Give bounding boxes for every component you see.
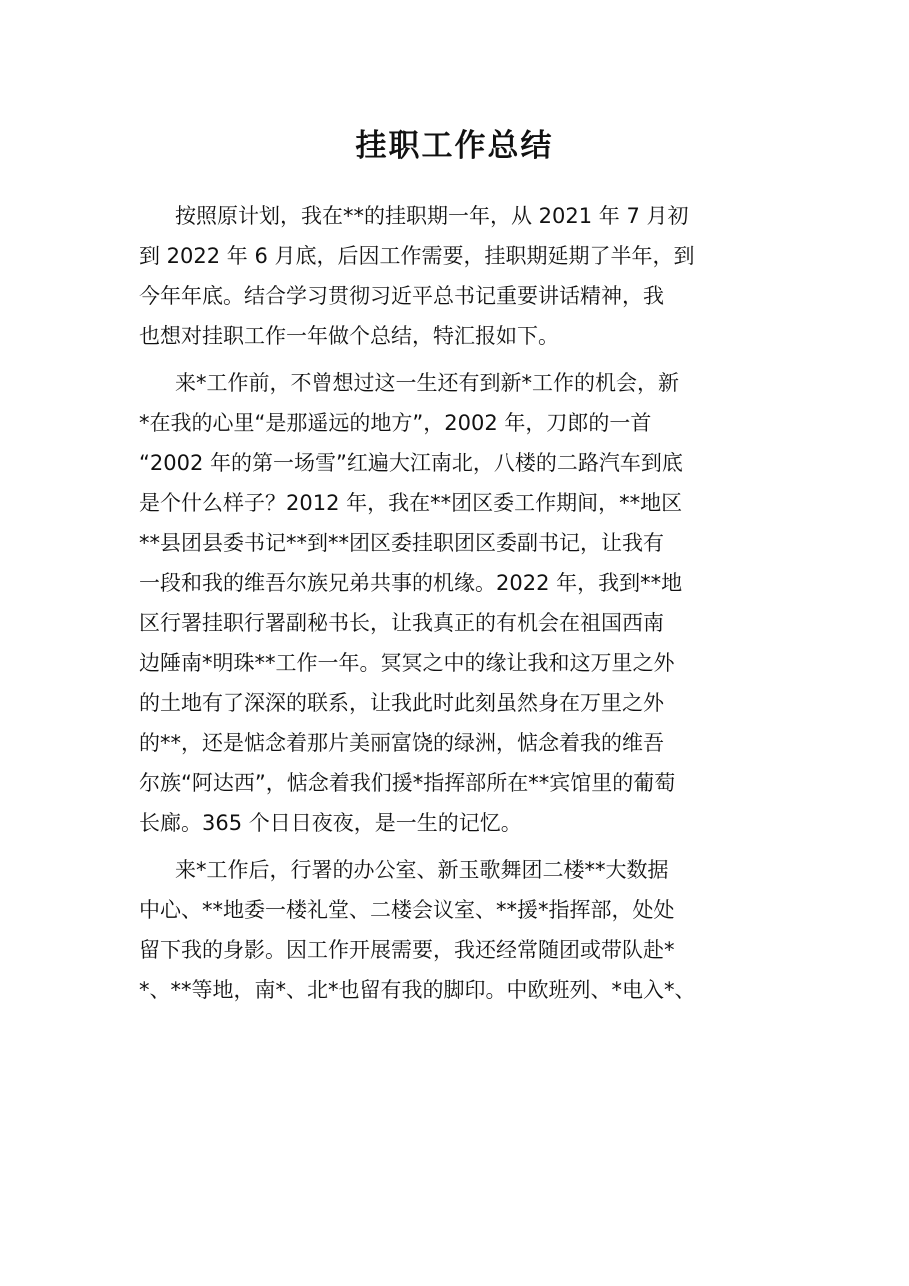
paragraph-line: 也想对挂职工作一年做个总结，特汇报如下。 bbox=[139, 324, 559, 348]
paragraph-line: 按照原计划，我在**的挂职期一年，从 2021 年 7 月初 bbox=[175, 204, 689, 228]
paragraph-line: 区行署挂职行署副秘书长，让我真正的有机会在祖国西南 bbox=[139, 611, 664, 635]
paragraph-line: 一段和我的维吾尔族兄弟共事的机缘。2022 年，我到**地 bbox=[139, 571, 683, 595]
paragraph-line: 今年年底。结合学习贯彻习近平总书记重要讲话精神，我 bbox=[139, 284, 664, 308]
paragraph-line: “2002 年的第一场雪”红遍大江南北，八楼的二路汽车到底 bbox=[139, 451, 683, 475]
document-title: 挂职工作总结 bbox=[355, 128, 554, 164]
paragraph-line: 中心、**地委一楼礼堂、二楼会议室、**援*指挥部，处处 bbox=[139, 898, 675, 922]
paragraph-line: 来*工作后，行署的办公室、新玉歌舞团二楼**大数据 bbox=[175, 858, 669, 882]
paragraph-line: *在我的心里“是那遥远的地方”，2002 年，刀郎的一首 bbox=[139, 411, 652, 435]
paragraph-line: **县团县委书记**到**团区委挂职团区委副书记，让我有 bbox=[139, 531, 664, 555]
paragraph-line: 到 2022 年 6 月底，后因工作需要，挂职期延期了半年，到 bbox=[139, 244, 695, 268]
paragraph-line: *、**等地，南*、北*也留有我的脚印。中欧班列、*电入*、 bbox=[139, 978, 696, 1002]
paragraph-line: 是个什么样子？2012 年，我在**团区委工作期间，**地区 bbox=[139, 491, 683, 515]
paragraph-line: 边陲南*明珠**工作一年。冥冥之中的缘让我和这万里之外 bbox=[139, 651, 675, 675]
paragraph-line: 来*工作前，不曾想过这一生还有到新*工作的机会，新 bbox=[175, 371, 679, 395]
document-body bbox=[139, 196, 779, 1010]
paragraph-line: 的**，还是惦念着那片美丽富饶的绿洲，惦念着我的维吾 bbox=[139, 731, 664, 755]
paragraph-line: 长廊。365 个日日夜夜，是一生的记忆。 bbox=[139, 811, 522, 835]
paragraph-line: 的土地有了深深的联系，让我此时此刻虽然身在万里之外 bbox=[139, 691, 664, 715]
paragraph bbox=[139, 850, 779, 1010]
paragraph-line: 留下我的身影。因工作开展需要，我还经常随团或带队赴* bbox=[139, 938, 675, 962]
paragraph bbox=[139, 196, 779, 356]
paragraph-line: 尔族“阿达西”，惦念着我们援*指挥部所在**宾馆里的葡萄 bbox=[139, 771, 676, 795]
paragraph bbox=[139, 363, 779, 843]
